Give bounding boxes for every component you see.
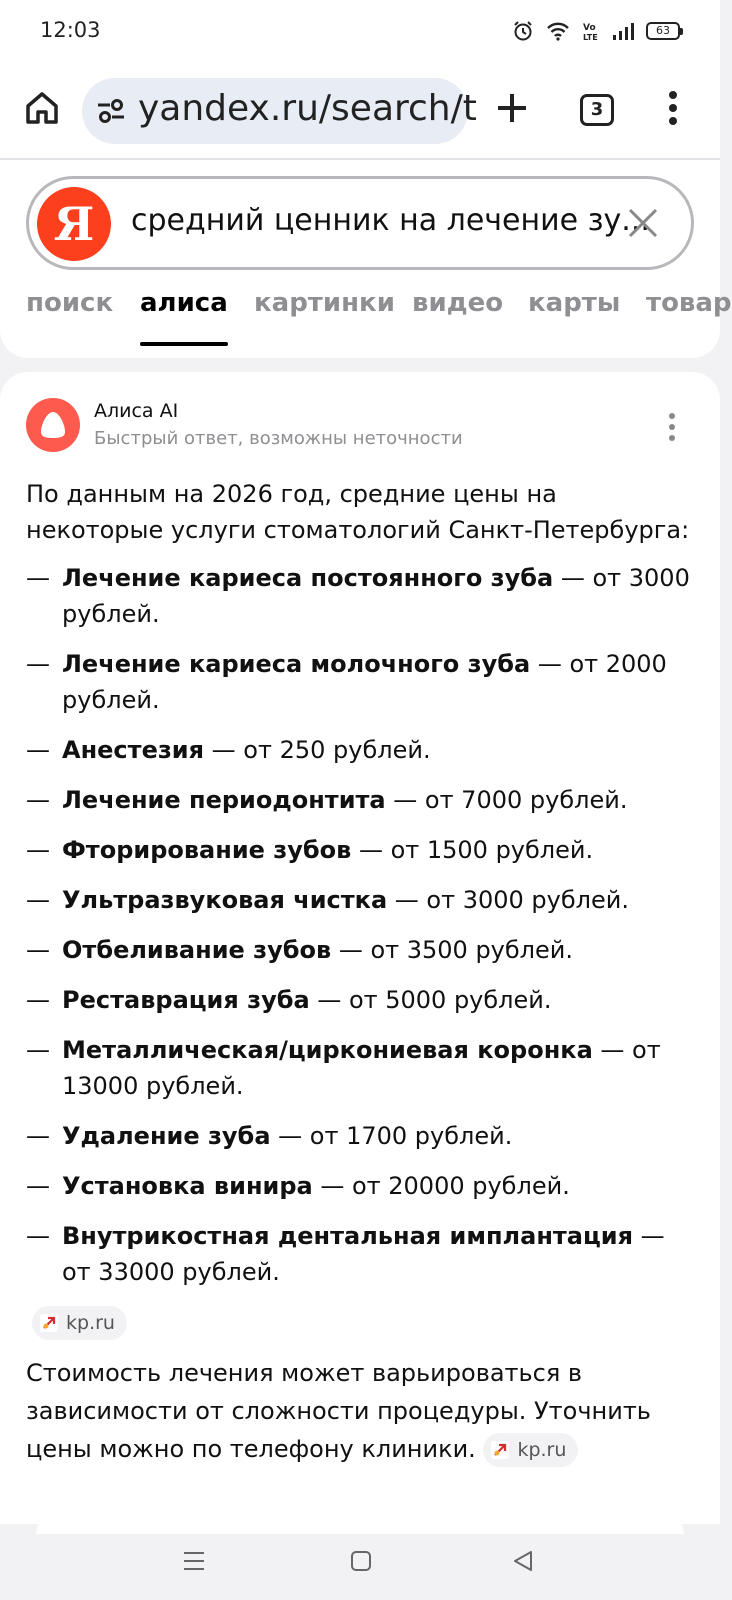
kp-favicon-icon <box>40 1314 58 1332</box>
list-item <box>26 1168 696 1204</box>
source-chip[interactable] <box>32 1306 127 1340</box>
system-nav-bar <box>0 1524 720 1600</box>
search-query[interactable]: средний ценник на лечение зу... <box>131 203 650 238</box>
service-price: — от 20000 рублей. <box>312 1172 570 1200</box>
volte-icon <box>582 21 600 41</box>
list-dash: — <box>26 986 50 1014</box>
service-price: — от 1500 рублей. <box>351 836 594 864</box>
list-dash: — <box>26 1036 50 1064</box>
alarm-icon <box>512 20 534 42</box>
new-tab-icon[interactable] <box>494 90 530 126</box>
status-icons <box>512 20 680 42</box>
list-item <box>26 1218 696 1290</box>
list-dash: — <box>26 886 50 914</box>
service-price: — от 5000 рублей. <box>309 986 552 1014</box>
service-name: Реставрация зуба <box>62 986 310 1014</box>
service-price: — от 7000 рублей. <box>385 786 628 814</box>
list-item <box>26 882 696 918</box>
service-price: — от 2000 рублей. <box>62 650 667 714</box>
service-price: — от 3000 рублей. <box>387 886 629 914</box>
list-dash: — <box>26 650 50 678</box>
list-dash: — <box>26 1122 50 1150</box>
answer-body <box>26 476 696 1468</box>
search-tabs <box>0 288 732 358</box>
battery-icon: 63 <box>646 22 680 40</box>
address-bar[interactable] <box>82 78 477 144</box>
answer-outro <box>26 1354 696 1468</box>
list-item <box>26 1032 696 1104</box>
service-price: — от 13000 рублей. <box>62 1036 661 1100</box>
url-text: yandex.ru/search/t <box>138 88 477 129</box>
back-icon[interactable] <box>512 1550 534 1572</box>
answer-intro: По данным на 2026 год, средние цены на некоторые услуги стоматологий Санкт-Петербурга: <box>26 480 690 544</box>
service-name: Внутрикостная дентальная имплантация <box>62 1222 634 1250</box>
list-item <box>26 782 696 818</box>
service-price: — от 1700 рублей. <box>270 1122 513 1150</box>
kp-favicon-icon <box>491 1441 509 1459</box>
tab-maps[interactable]: карты <box>528 288 621 318</box>
more-menu-icon[interactable] <box>668 90 678 126</box>
search-header <box>0 160 732 358</box>
tab-alice[interactable]: алиса <box>140 288 228 354</box>
yandex-logo-icon[interactable]: Я <box>37 187 111 261</box>
list-item <box>26 732 696 768</box>
service-price: — от 3500 рублей. <box>331 936 574 964</box>
source-label: kp.ru <box>517 1439 567 1461</box>
alice-logo-icon <box>26 398 80 452</box>
answer-menu-icon[interactable] <box>668 412 676 442</box>
tab-video[interactable]: видео <box>412 288 504 318</box>
alice-disclaimer: Быстрый ответ, возможны неточности <box>94 428 463 449</box>
site-settings-icon[interactable] <box>96 98 126 124</box>
service-name: Анестезия <box>62 736 205 764</box>
tab-switcher-button[interactable]: 3 <box>580 94 614 126</box>
list-dash: — <box>26 564 50 592</box>
search-input[interactable] <box>26 176 694 270</box>
alice-name: Алиса AI <box>94 400 179 422</box>
service-price: — от 33000 рублей. <box>62 1222 665 1286</box>
browser-toolbar <box>0 62 720 160</box>
list-item <box>26 1118 696 1154</box>
service-name: Лечение кариеса постоянного зуба <box>62 564 554 592</box>
list-dash: — <box>26 736 50 764</box>
clear-icon[interactable] <box>627 207 659 239</box>
home-icon[interactable] <box>22 88 62 128</box>
status-bar <box>0 0 720 62</box>
service-name: Лечение кариеса молочного зуба <box>62 650 531 678</box>
list-dash: — <box>26 936 50 964</box>
tab-images[interactable]: картинки <box>254 288 395 318</box>
service-name: Удаление зуба <box>62 1122 271 1150</box>
service-price: — от 3000 рублей. <box>62 564 690 628</box>
service-name: Лечение периодонтита <box>62 786 386 814</box>
service-name: Ультразвуковая чистка <box>62 886 388 914</box>
tab-products[interactable]: товар <box>646 288 732 318</box>
recent-apps-icon[interactable] <box>182 1550 206 1572</box>
list-dash: — <box>26 1172 50 1200</box>
service-name: Установка винира <box>62 1172 313 1200</box>
source-label: kp.ru <box>66 1312 115 1334</box>
list-item <box>26 646 696 718</box>
list-item <box>26 932 696 968</box>
service-price: — от 250 рублей. <box>204 736 431 764</box>
next-card-edge <box>36 1514 684 1534</box>
status-time: 12:03 <box>40 18 101 42</box>
home-nav-icon[interactable] <box>350 1550 372 1572</box>
list-item <box>26 832 696 868</box>
source-chip[interactable] <box>483 1433 578 1467</box>
list-dash: — <box>26 786 50 814</box>
svg-text:LTE: LTE <box>583 33 598 42</box>
service-name: Отбеливание зубов <box>62 936 332 964</box>
signal-icon <box>612 21 634 41</box>
list-dash: — <box>26 836 50 864</box>
list-item <box>26 560 696 632</box>
service-name: Фторирование зубов <box>62 836 352 864</box>
outro-text: Стоимость лечения может варьироваться в зависимости от сложности процедуры. Уточнить цены можно по телефону клиники. <box>26 1359 651 1463</box>
tab-search[interactable]: поиск <box>26 288 114 318</box>
wifi-icon <box>546 21 570 41</box>
svg-text:Vo: Vo <box>583 23 596 33</box>
alice-answer-card <box>0 372 720 1532</box>
list-dash: — <box>26 1222 50 1250</box>
list-item <box>26 982 696 1018</box>
service-name: Металлическая/циркониевая коронка <box>62 1036 593 1064</box>
